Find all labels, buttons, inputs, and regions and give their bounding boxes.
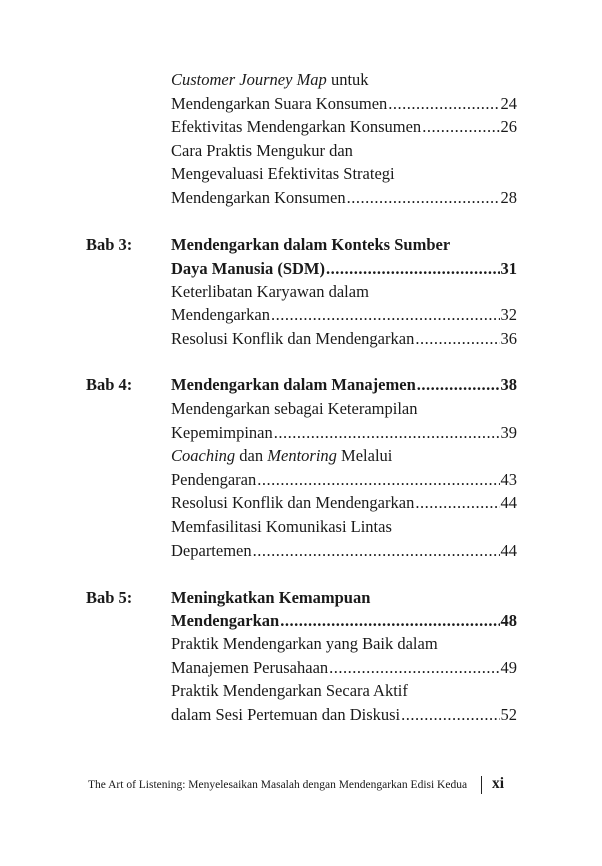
toc-entry[interactable] — [171, 539, 517, 562]
dot-leader — [257, 468, 499, 491]
toc-entry-page: 26 — [500, 117, 517, 136]
chapter-entry[interactable] — [171, 373, 517, 396]
toc-entry-page: 39 — [500, 423, 517, 442]
chapter-title: Mendengarkan — [171, 611, 280, 630]
toc-entry-page: 32 — [500, 305, 517, 324]
chapter-title: Daya Manusia (SDM) — [171, 259, 326, 278]
toc-entry-page: 52 — [500, 705, 517, 724]
toc-text-italic: Coaching — [171, 446, 236, 465]
chapter-label: Bab 4: — [86, 375, 133, 394]
toc-entry[interactable] — [171, 327, 517, 350]
toc-entry-page: 24 — [500, 94, 517, 113]
toc-entry-title: Mendengarkan Suara Konsumen — [171, 94, 388, 113]
chapter-title-line: Mendengarkan dalam Konteks Sumber — [171, 235, 451, 254]
chapter-label: Bab 3: — [86, 235, 133, 254]
toc-line: Keterlibatan Karyawan dalam — [171, 282, 369, 301]
toc-line: Memfasilitasi Komunikasi Lintas — [171, 517, 392, 536]
toc-entry-title: Mendengarkan Konsumen — [171, 188, 346, 207]
toc-entry-title: Departemen — [171, 541, 252, 560]
toc-entry[interactable] — [171, 468, 517, 491]
dot-leader — [253, 539, 500, 562]
toc-entry[interactable] — [171, 656, 517, 679]
dot-leader — [326, 257, 499, 280]
toc-line — [171, 68, 517, 91]
toc-entry-title: Resolusi Konflik dan Mendengarkan — [171, 329, 415, 348]
chapter-entry[interactable] — [171, 257, 517, 280]
toc-entry[interactable] — [171, 186, 517, 209]
toc-entry-title: Mendengarkan — [171, 305, 270, 324]
toc-entry-title: Resolusi Konflik dan Mendengarkan — [171, 493, 415, 512]
dot-leader — [274, 421, 500, 444]
toc-entry-page: 43 — [500, 470, 517, 489]
chapter-title-line: Meningkatkan Kemampuan — [171, 588, 371, 607]
toc-line: Praktik Mendengarkan yang Baik dalam — [171, 634, 438, 653]
dot-leader — [401, 703, 499, 726]
toc-text: dan — [235, 446, 268, 465]
dot-leader — [422, 115, 499, 138]
running-title: The Art of Listening: Menyelesaikan Masalah dengan Mendengarkan Edisi Kedua — [88, 779, 468, 791]
toc-text-italic: Customer Journey Map — [171, 70, 327, 89]
dot-leader — [415, 327, 499, 350]
toc-entry-page: 44 — [500, 493, 517, 512]
toc-entry-title: Manajemen Perusahaan — [171, 658, 329, 677]
toc-entry-title: Kepemimpinan — [171, 423, 273, 442]
toc-entry[interactable] — [171, 491, 517, 514]
dot-leader — [271, 303, 500, 326]
footer-divider — [481, 776, 482, 794]
toc-entry-title: Efektivitas Mendengarkan Konsumen — [171, 117, 422, 136]
toc-entry-page: 36 — [500, 329, 517, 348]
toc-line: Cara Praktis Mengukur dan — [171, 141, 353, 160]
dot-leader — [347, 186, 500, 209]
page-footer — [88, 774, 518, 796]
toc-entry[interactable] — [171, 115, 517, 138]
toc-entry-title: Pendengaran — [171, 470, 257, 489]
dot-leader — [417, 373, 500, 396]
toc-entry-title: dalam Sesi Pertemuan dan Diskusi — [171, 705, 401, 724]
toc-entry[interactable] — [171, 421, 517, 444]
dot-leader — [329, 656, 499, 679]
dot-leader — [415, 491, 499, 514]
toc-entry-page: 44 — [500, 541, 517, 560]
toc-entry-page: 28 — [500, 188, 517, 207]
toc-entry[interactable] — [171, 303, 517, 326]
toc-text: Melalui — [336, 446, 393, 465]
toc-line: Praktik Mendengarkan Secara Aktif — [171, 681, 408, 700]
toc-entry[interactable] — [171, 703, 517, 726]
toc-text: untuk — [326, 70, 369, 89]
chapter-page: 31 — [500, 259, 517, 278]
toc-line — [171, 444, 517, 467]
page-number: xi — [492, 775, 505, 792]
toc-line: Mengevaluasi Efektivitas Strategi — [171, 164, 395, 183]
toc-entry[interactable] — [171, 92, 517, 115]
chapter-page: 48 — [500, 611, 517, 630]
dot-leader — [388, 92, 499, 115]
toc-text-italic: Mentoring — [267, 446, 337, 465]
toc-line: Mendengarkan sebagai Keterampilan — [171, 399, 418, 418]
chapter-page: 38 — [500, 375, 517, 394]
chapter-entry[interactable] — [171, 609, 517, 632]
toc-entry-page: 49 — [500, 658, 517, 677]
chapter-title: Mendengarkan dalam Manajemen — [171, 375, 416, 394]
dot-leader — [280, 609, 499, 632]
chapter-label: Bab 5: — [86, 588, 133, 607]
